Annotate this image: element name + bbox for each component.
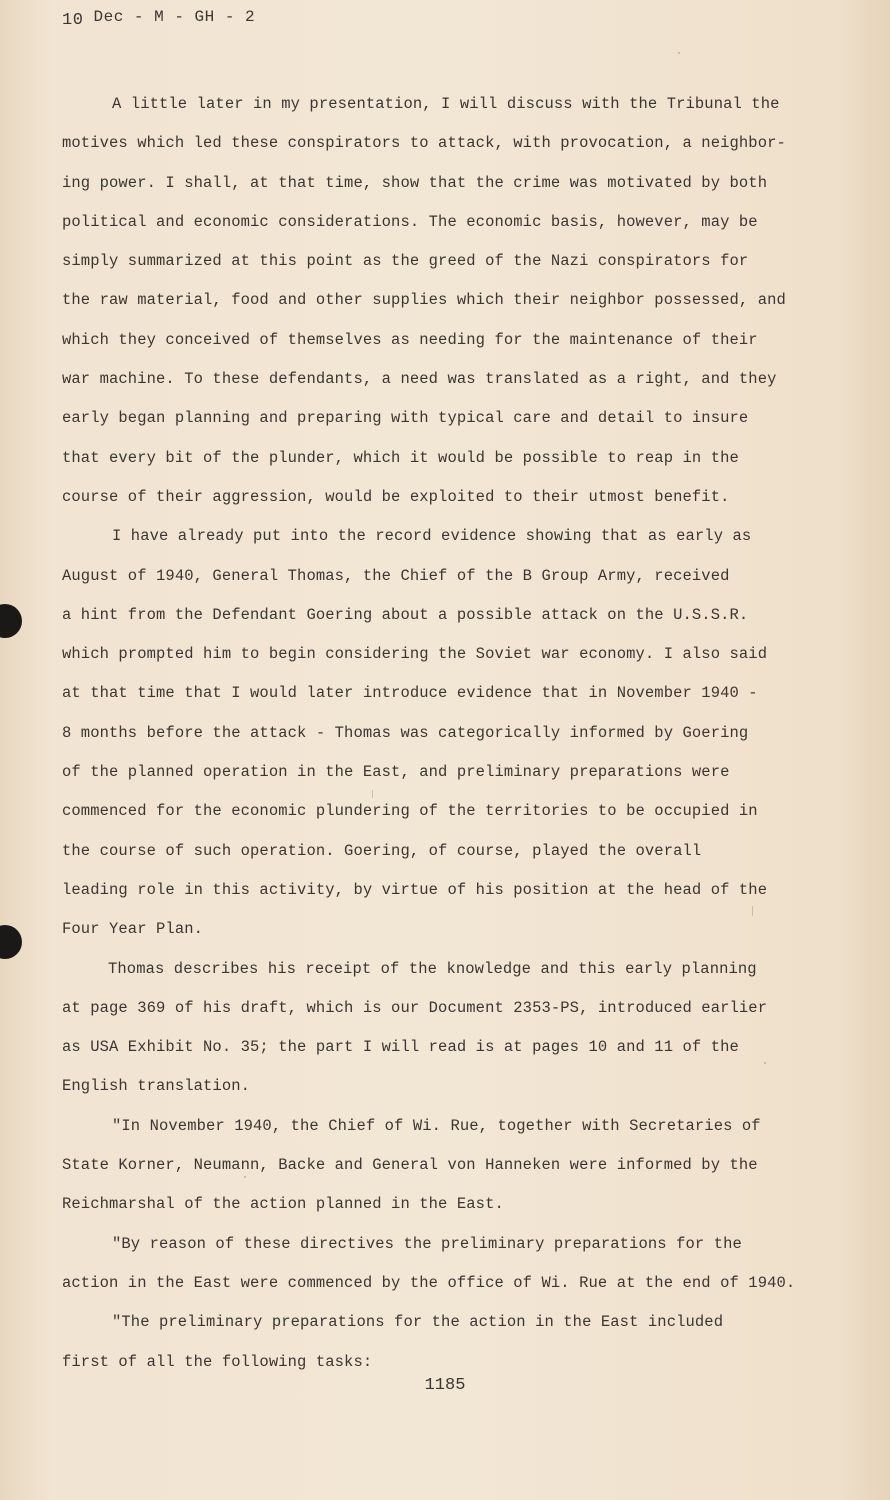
text-line: of the planned operation in the East, and preliminary preparations were [62, 763, 730, 782]
text-line: I have already put into the record evidence showing that as early as [112, 527, 752, 546]
text-line: as USA Exhibit No. 35; the part I will read is at pages 10 and 11 of the [62, 1038, 739, 1057]
text-line: a hint from the Defendant Goering about a possible attack on the U.S.S.R. [62, 605, 749, 624]
text-line: simply summarized at this point as the greed of the Nazi conspirators for [62, 252, 749, 271]
text-line: leading role in this activity, by virtue of his position at the head of the [62, 880, 768, 899]
binder-hole-icon [0, 604, 22, 638]
text-line: State Korner, Neumann, Backe and General von Hanneken were informed by the [62, 1156, 758, 1175]
text-line: motives which led these conspirators to attack, with provocation, a neighbor- [62, 134, 786, 153]
text-line: Thomas describes his receipt of the knowledge and this early planning [108, 959, 757, 978]
text-line: August of 1940, General Thomas, the Chief of the B Group Army, received [62, 566, 730, 585]
text-line: which they conceived of themselves as needing for the maintenance of their [62, 330, 758, 349]
text-line: commenced for the economic plundering of the territories to be occupied in [62, 802, 758, 821]
text-line: which prompted him to begin considering the Soviet war economy. I also said [62, 645, 768, 664]
text-line: A little later in my presentation, I will discuss with the Tribunal the [112, 95, 780, 113]
text-line: at that time that I would later introduce evidence that in November 1940 - [62, 684, 758, 703]
text-line: course of their aggression, would be exploited to their utmost benefit. [62, 487, 730, 506]
document-body [62, 85, 812, 1382]
paper-speck [752, 906, 753, 916]
text-line: "By reason of these directives the preliminary preparations for the [112, 1234, 742, 1253]
binder-hole-icon [0, 925, 22, 959]
text-line: ing power. I shall, at that time, show that the crime was motivated by both [62, 173, 768, 192]
paper-speck [244, 1176, 246, 1178]
paper-speck [372, 790, 373, 798]
text-line: the raw material, food and other supplies which their neighbor possessed, and [62, 291, 786, 310]
text-line: English translation. [62, 1077, 251, 1096]
text-line: Reichmarshal of the action planned in the East. [62, 1195, 504, 1214]
footer-page-number: 1185 [424, 1376, 466, 1395]
text-line: Four Year Plan. [62, 920, 204, 939]
text-line: 8 months before the attack - Thomas was categorically informed by Goering [62, 723, 749, 742]
text-line: war machine. To these defendants, a need was translated as a right, and they [62, 370, 777, 389]
paper-speck [678, 52, 680, 54]
header-page-number: 10 [62, 11, 84, 30]
header-code: Dec - M - GH - 2 [93, 8, 256, 26]
page-header [62, 8, 256, 30]
text-line: "In November 1940, the Chief of Wi. Rue, together with Secretaries of [112, 1116, 761, 1135]
text-line: the course of such operation. Goering, of course, played the overall [62, 841, 702, 860]
text-line: action in the East were commenced by the office of Wi. Rue at the end of 1940. [62, 1273, 796, 1292]
text-line: at page 369 of his draft, which is our Document 2353-PS, introduced earlier [62, 998, 768, 1017]
text-line: that every bit of the plunder, which it would be possible to reap in the [62, 448, 739, 467]
text-line: political and economic considerations. The economic basis, however, may be [62, 212, 758, 231]
text-line: first of all the following tasks: [62, 1352, 373, 1371]
text-line: "The preliminary preparations for the action in the East included [112, 1313, 724, 1332]
text-line: early began planning and preparing with typical care and detail to insure [62, 409, 749, 428]
paper-speck [764, 1062, 766, 1064]
